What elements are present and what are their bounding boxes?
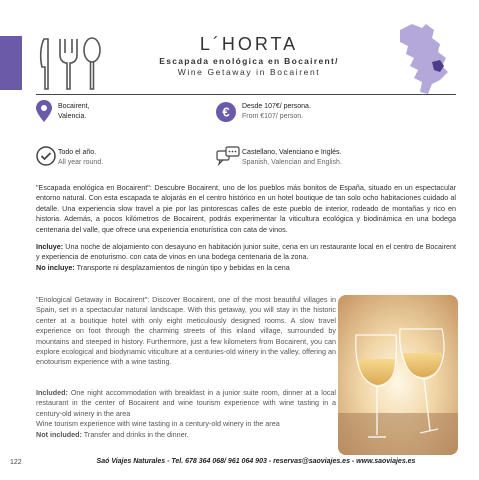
svg-text:€: € bbox=[222, 104, 230, 120]
page-subtitle bbox=[108, 56, 390, 78]
location-info: Bocairent, Valencia. bbox=[58, 103, 90, 120]
region-map-icon bbox=[392, 22, 452, 96]
header-divider bbox=[36, 94, 456, 95]
included-extra-english: Wine tourism experience with wine tasting in a century-old winery in the area bbox=[36, 419, 280, 428]
page-number: 122 bbox=[10, 459, 22, 466]
includes-spanish: Incluye: Una noche de alojamiento con desayuno en habitación junior suite, cena en un restaurante local en el centro de Bocairent y experiencia de enoturismo. con cata de vinos en una bodega centenaria de la zona. bbox=[36, 242, 456, 262]
languages-info: Castellano, Valenciano e Inglés. Spanish, Valencian and English. bbox=[242, 149, 342, 166]
check-circle-icon bbox=[36, 146, 56, 166]
description-english: "Enological Getaway in Bocairent": Discover Bocairent, one of the most beautiful villages in Spain, set in a spectacular natural landscape. With this getaway, you will stay in the historic center at a boutique hotel with only eight meticulously designed rooms. A slow travel experience on foot through the charming streets of this inland village, surrounded by mountains and steeped in history. Furthermore, just a few kilometers from Bocairent, you can explore ecological and biodynamic viticulture at a centuries-old winery in the valley, offering an enotourism experience with a wine tasting. bbox=[36, 295, 336, 367]
description-spanish: "Escapada enológica en Bocairent": Descubre Bocairent, uno de los pueblos más bonitos de España, situado en un espectacular entorno natural. Con esta escapada te alojarás en el centro histórico en un hotel boutique de tan solo ocho habitaciones cuidado al detalle. Una experiencia slow travel a pie por las pintorescas calles de este pueblo de interior, rodeado de montañas y rico en historia. Además, a pocos kilómetros de Bocairent, podrás experimentar la viticultura ecológica y biodinámica en una bodega centenaria del valle, que ofrece una experiencia enoturística con cata de vinos. bbox=[36, 183, 456, 234]
page-title: L´HORTA bbox=[199, 34, 299, 54]
subtitle-english: Wine Getaway in Bocairent bbox=[177, 67, 321, 77]
not-included-english: Not included: Transfer and drinks in the dinner. bbox=[36, 430, 189, 439]
utensils-icon bbox=[38, 37, 102, 91]
speech-bubbles-icon bbox=[216, 146, 240, 166]
location-pin-icon bbox=[36, 100, 52, 122]
wine-glasses-photo bbox=[338, 295, 458, 455]
contact-footer: Saó Viajes Naturales - Tel. 678 364 068/ 961 064 903 - reservas@saoviajes.es - www.saoviajes.es bbox=[96, 458, 416, 465]
not-includes-spanish: No incluye: Transporte ni desplazamientos de ningún tipo y bebidas en la cena bbox=[36, 263, 290, 272]
included-english: Included: One night accommodation with breakfast in a junior suite room, dinner at a local restaurant in the center of Bocairent and wine tourism experience with wine tasting in a century-old winery in the area bbox=[36, 388, 336, 418]
section-tab bbox=[0, 36, 22, 90]
price-info: Desde 107€/ persona. From €107/ person. bbox=[242, 103, 311, 120]
season-info: Todo el año. All year round. bbox=[58, 149, 104, 166]
euro-icon bbox=[216, 102, 236, 122]
subtitle-spanish: Escapada enológica en Bocairent/ bbox=[159, 56, 339, 66]
